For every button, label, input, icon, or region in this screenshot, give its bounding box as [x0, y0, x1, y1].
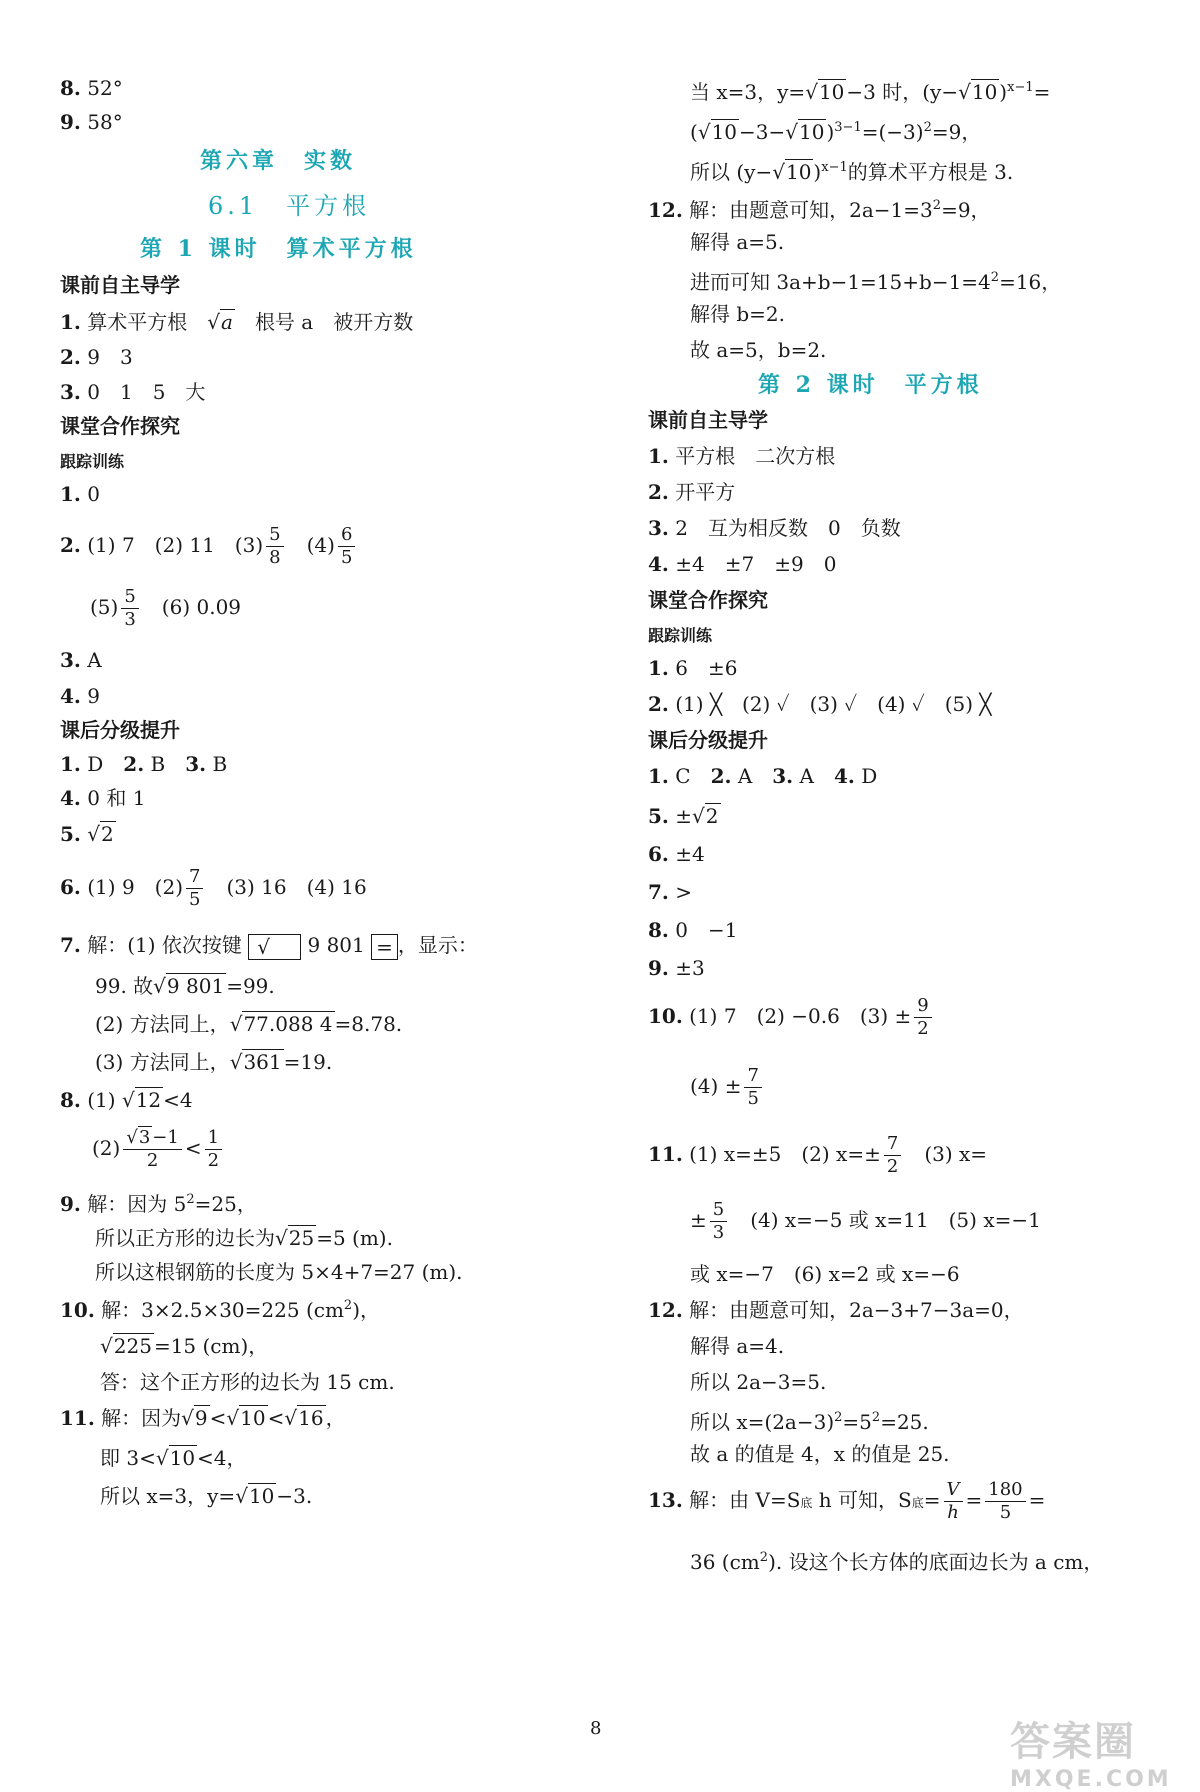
answer-line: 2. 9 3	[60, 345, 133, 369]
answer-line: 故 a=5，b=2.	[690, 338, 827, 362]
fraction: $\frac{7}{5}$	[186, 866, 203, 911]
answer-line: 答：这个正方形的边长为 15 cm.	[100, 1370, 395, 1394]
answer-line: 1. 6 ±6	[648, 656, 738, 680]
answer-line: (2) $\frac{√3 -1}{2}$ < $\frac{1}{2}$	[92, 1122, 225, 1174]
answer-line: 5. √2	[60, 822, 114, 846]
fraction: $\frac{5}{3}$	[121, 586, 138, 631]
answer-line: 3. 2 互为相反数 0 负数	[648, 516, 901, 540]
answer-line: 所以 $x=(2a-3)^2=5^2=25$.	[690, 1410, 929, 1434]
fraction: $\frac{5}{8}$	[266, 524, 283, 569]
answer-line: 进而可知 $3a+b-1=15+b-1=4^2=16$，	[690, 270, 1062, 294]
answer-line: 11. 解：因为√9 <√10 <√16 ，	[60, 1406, 346, 1430]
section-heading: 课后分级提升	[648, 728, 768, 752]
answer-line: 故 a 的值是 4，x 的值是 25.	[690, 1442, 950, 1466]
answer-line: 10. (1) 7 (2) −0.6 (3) ± $\frac{9}{2}$	[648, 990, 935, 1042]
fraction: $\frac{7}{5}$	[744, 1065, 761, 1110]
answer-line: 4. 9	[60, 684, 100, 708]
answer-line: 9. 58°	[60, 110, 123, 134]
fraction: $\frac{7}{2}$	[884, 1133, 901, 1178]
lesson-title: 第 2 课时 平方根	[758, 372, 983, 398]
answer-line: 2. (1) ╳ (2) ✓ (3) ✓ (4) ✓ (5) ╳	[648, 692, 992, 716]
answer-line: 即 3<√10 <4，	[100, 1446, 247, 1470]
answer-line: 4. 0 和 1	[60, 786, 146, 810]
fraction: $\frac{6}{5}$	[338, 524, 355, 569]
subsection-heading: 跟踪训练	[60, 452, 125, 471]
fraction: $\frac{180}{5}$	[985, 1479, 1025, 1524]
section-title: 6.1 平方根	[208, 192, 371, 220]
answer-line: 所以 2a−3=5.	[690, 1370, 827, 1394]
fraction: $\frac{5}{3}$	[710, 1199, 727, 1244]
answer-line: 所以正方形的边长为√25 =5 (m).	[95, 1226, 393, 1250]
chapter-title: 第六章 实数	[200, 148, 357, 174]
answer-line: 11. (1) x=±5 (2) x=± $\frac{7}{2}$ (3) x=	[648, 1133, 988, 1177]
answer-line: 1. D 2. B 3. B	[60, 752, 228, 776]
answer-line: 2. (1) 7 (2) 11 (3) $\frac{5}{8}$ (4) $\frac{6}{5}$	[60, 520, 358, 570]
answer-line: 2. 开平方	[648, 480, 736, 504]
answer-line: 所以 (y−√10 )$^{x-1}$的算术平方根是 3.	[690, 160, 1014, 184]
section-heading: 课前自主导学	[60, 273, 180, 297]
answer-line: 解得 b=2.	[690, 302, 785, 326]
answer-line: 所以 x=3，y=√10 −3.	[100, 1484, 313, 1508]
answer-line: 解得 a=5.	[690, 230, 785, 254]
answer-line: 99. 故√9 801 =99.	[95, 974, 275, 998]
fraction: $\frac{9}{2}$	[914, 995, 931, 1040]
answer-line: 10. 解：3×2.5×30=225 $(cm^2)$，	[60, 1298, 381, 1322]
page-number: 8	[590, 1718, 602, 1739]
answer-line: √225 =15 (cm)，	[100, 1334, 269, 1358]
equals-key: =	[371, 934, 398, 960]
answer-line: (3) 方法同上，√361 =19.	[95, 1050, 333, 1074]
answer-line: 8. 0 −1	[648, 918, 738, 942]
watermark-logo: 答案圈 MXQE.COM	[1010, 1719, 1172, 1792]
lesson-title: 第 1 课时 算术平方根	[140, 236, 417, 262]
answer-line: 12. 解：由题意可知，2a−3+7−3a=0，	[648, 1298, 1024, 1322]
answer-line: 3. 0 1 5 大	[60, 380, 206, 404]
answer-line: 8. (1) √12 <4	[60, 1088, 193, 1112]
subsection-heading: 跟踪训练	[648, 626, 713, 645]
answer-line: 当 x=3，y=√10 −3 时，(y−√10 )$^{x-1}$=	[690, 80, 1051, 104]
answer-line: 36 $(cm^2)$. 设这个长方体的底面边长为 a cm，	[690, 1550, 1104, 1574]
answer-line: 9. ±3	[648, 956, 705, 980]
fraction: $\frac{1}{2}$	[205, 1127, 222, 1172]
answer-line: 7. 解：(1) 依次按键 √ 9 801 = ，显示：	[60, 933, 478, 959]
answer-line: 12. 解：由题意可知，$2a-1=3^2=9$，	[648, 198, 991, 222]
answer-line: 1. 平方根 二次方根	[648, 444, 836, 468]
section-heading: 课堂合作探究	[648, 588, 768, 612]
answer-line: (5) $\frac{5}{3}$ (6) 0.09	[90, 586, 242, 630]
answer-line: 1. C 2. A 3. A 4. D	[648, 764, 878, 788]
answer-line: 解得 a=4.	[690, 1334, 785, 1358]
answer-line: 7. >	[648, 880, 693, 904]
answer-line: 3. A	[60, 648, 102, 672]
answer-line: 9. 解：因为 $5^2=25$，	[60, 1192, 257, 1216]
fraction: $\frac{V}{h}$	[944, 1479, 963, 1524]
answer-line: 8. 52°	[60, 76, 123, 100]
answer-line: 所以这根钢筋的长度为 5×4+7=27 (m).	[95, 1260, 463, 1284]
answer-line: 或 x=−7 (6) x=2 或 x=−6	[690, 1262, 960, 1286]
sqrt-key-icon: √	[248, 934, 301, 960]
section-heading: 课堂合作探究	[60, 414, 180, 438]
section-heading: 课前自主导学	[648, 408, 768, 432]
answer-line: 4. ±4 ±7 ±9 0	[648, 552, 837, 576]
answer-line: 13. 解：由 V=S底 h 可知，S底= $\frac{V}{h}$ = $\frac{180}{5}$ =	[648, 1479, 1046, 1523]
answer-line: 6. (1) 9 (2) $\frac{7}{5}$ (3) 16 (4) 16	[60, 866, 367, 910]
answer-line: (2) 方法同上，√77.088 4 =8.78.	[95, 1012, 403, 1036]
answer-line: (4) ± $\frac{7}{5}$	[690, 1060, 765, 1112]
section-heading: 课后分级提升	[60, 718, 180, 742]
fraction: $\frac{√3 -1}{2}$	[123, 1127, 181, 1172]
answer-line: ± $\frac{5}{3}$ (4) x=−5 或 x=11 (5) x=−1	[690, 1199, 1041, 1243]
answer-line: 5. ±√2	[648, 804, 719, 828]
answer-line: (√10 −3−√10 )$^{3-1}=(-3)^2=9$，	[690, 120, 982, 144]
answer-line: 1. 0	[60, 482, 100, 506]
answer-line: 6. ±4	[648, 842, 705, 866]
answer-line: 1. 算术平方根 √a 根号 a 被开方数	[60, 310, 414, 334]
